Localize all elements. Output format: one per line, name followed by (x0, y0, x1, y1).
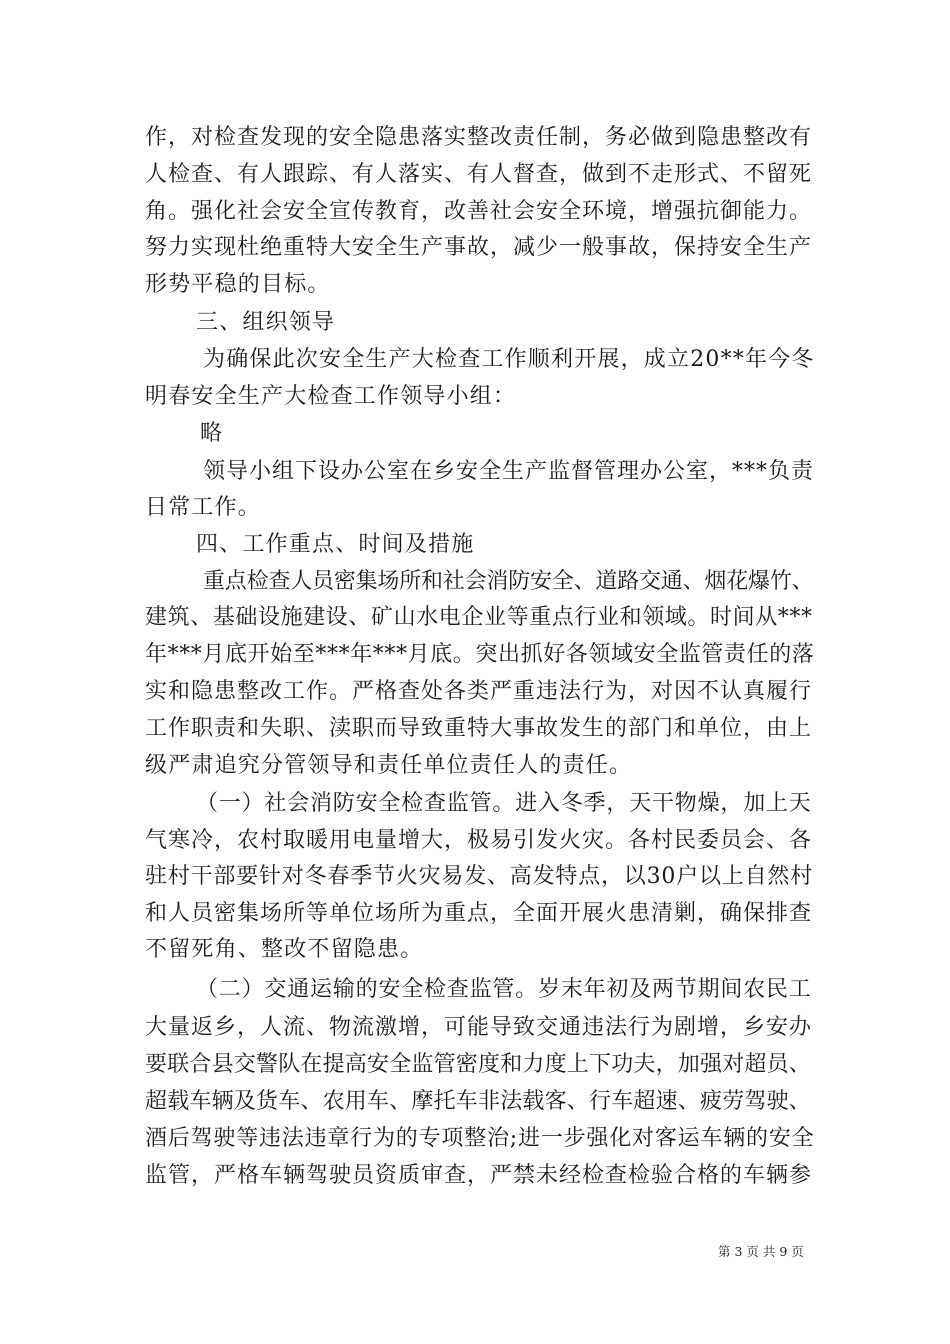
paragraph-line: 驻村干部要针对冬春季节火灾易发、高发特点，以30户以上自然村 (145, 864, 813, 889)
paragraph-line: 实和隐患整改工作。严格查处各类严重违法行为，对因不认真履行 (145, 679, 813, 704)
paragraph-line: 不留死角、整改不留隐患。 (145, 937, 424, 962)
paragraph-line: 为确保此次安全生产大检查工作顺利开展，成立20**年今冬 (203, 347, 815, 372)
paragraph-line: 角。强化社会安全宣传教育，改善社会安全环境，增强抗御能力。 (145, 199, 813, 224)
paragraph-line: 要联合县交警队在提高安全监管密度和力度上下功夫，加强对超员、 (145, 1052, 812, 1077)
paragraph-line: 酒后驾驶等违法违章行为的专项整治;进一步强化对客运车辆的安全 (145, 1126, 815, 1151)
paragraph-line: 年***月底开始至***年***月底。突出抓好各领域安全监管责任的落 (145, 642, 815, 667)
paragraph-line: 大量返乡，人流、物流激增，可能导致交通违法行为剧增，乡安办 (145, 1015, 813, 1040)
paragraph-line: 作，对检查发现的安全隐患落实整改责任制，务必做到隐患整改有 (145, 125, 813, 150)
paragraph-line: 建筑、基础设施建设、矿山水电企业等重点行业和领域。时间从*** (145, 605, 813, 630)
paragraph-line: 形势平稳的目标。 (145, 272, 331, 297)
paragraph-line: 和人员密集场所等单位场所为重点，全面开展火患清剿，确保排查 (145, 901, 813, 926)
section-heading: 四、工作重点、时间及措施 (196, 532, 475, 557)
paragraph-line: （二）交通运输的安全检查监管。岁末年初及两节期间农民工 (196, 977, 812, 1002)
paragraph-line: 超载车辆及货车、农用车、摩托车非法载客、行车超速、疲劳驾驶、 (145, 1089, 812, 1114)
paragraph-line: 人检查、有人跟踪、有人落实、有人督查，做到不走形式、不留死 (145, 162, 813, 187)
paragraph-line: 级严肃追究分管领导和责任单位责任人的责任。 (145, 753, 633, 778)
page-number: 第 3 页 共 9 页 (718, 1244, 804, 1259)
paragraph-line: 努力实现杜绝重特大安全生产事故，减少一般事故，保持安全生产 (145, 235, 813, 260)
paragraph-line: 领导小组下设办公室在乡安全生产监督管理办公室，***负责 (203, 459, 815, 484)
paragraph-line: 略 (200, 421, 224, 446)
section-heading: 三、组织领导 (196, 310, 336, 335)
paragraph-line: 明春安全生产大检查工作领导小组： (145, 384, 517, 409)
paragraph-line: 重点检查人员密集场所和社会消防安全、道路交通、烟花爆竹、 (203, 569, 814, 594)
paragraph-line: （一）社会消防安全检查监管。进入冬季，天干物燥，加上天 (196, 791, 812, 816)
paragraph-line: 监管，严格车辆驾驶员资质审查，严禁未经检查检验合格的车辆参 (145, 1163, 813, 1188)
paragraph-line: 工作职责和失职、渎职而导致重特大事故发生的部门和单位，由上 (145, 716, 813, 741)
paragraph-line: 气寒冷，农村取暖用电量增大，极易引发火灾。各村民委员会、各 (145, 828, 813, 853)
paragraph-line: 日常工作。 (145, 495, 262, 520)
